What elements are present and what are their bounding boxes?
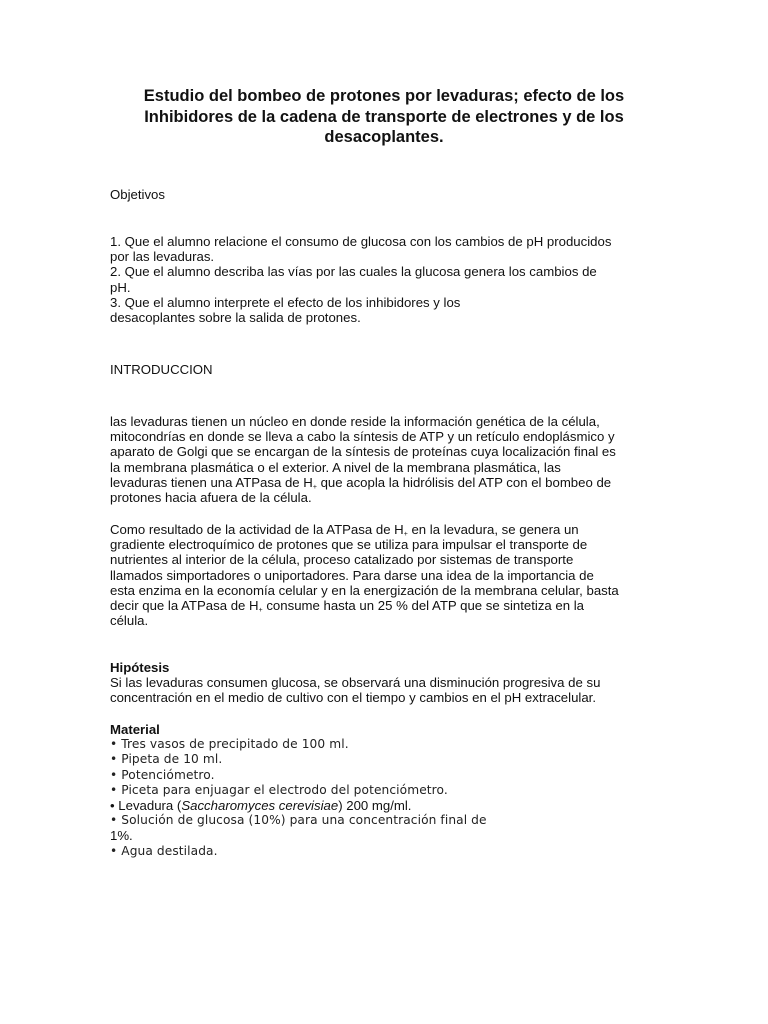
text-fragment: en la levadura, se genera un [407, 522, 579, 537]
paragraph-line: la membrana plasmática o el exterior. A nivel de la membrana plasmática, las [110, 459, 561, 475]
paragraph-line: nutrientes al interior de la célula, proceso catalizado por sistemas de transporte [110, 552, 574, 568]
species-name: Saccharomyces cerevisiae [181, 798, 339, 814]
paragraph-line [110, 475, 670, 490]
list-item: • Piceta para enjuagar el electrodo del potenciómetro. [110, 782, 448, 797]
paragraph-line: aparato de Golgi que se encargan de la síntesis de proteínas cuya localización final es [110, 444, 616, 460]
objetivos-heading: Objetivos [110, 187, 165, 202]
objective-line: pH. [110, 279, 131, 295]
text-fragment: que acopla la hidrólisis del ATP con el bombeo de [316, 474, 612, 490]
title-line: desacoplantes. [324, 128, 444, 146]
paragraph-line: protones hacia afuera de la célula. [110, 490, 312, 506]
material-section [110, 722, 670, 859]
paragraph-line: mitocondrías en donde se lleva a cabo la síntesis de ATP y un retículo endoplásmico y [110, 429, 615, 445]
hipotesis-section [110, 660, 670, 706]
intro-paragraph-1 [110, 414, 670, 505]
list-item: • Pipeta de 10 ml. [110, 752, 223, 767]
hipotesis-heading: Hipótesis [110, 660, 170, 675]
objective-line: 1. Que el alumno relacione el consumo de glucosa con los cambios de pH producidos [110, 234, 612, 249]
subscript-plus: + [258, 607, 263, 615]
material-heading: Material [110, 722, 160, 737]
paragraph-line: célula. [110, 613, 149, 629]
text-fragment: decir que la ATPasa de H [110, 598, 259, 614]
text-fragment: • Levadura ( [110, 798, 182, 814]
list-item: • Solución de glucosa (10%) para una concentración final de [110, 813, 487, 828]
objective-line: 2. Que el alumno describa las vías por las cuales la glucosa genera los cambios de [110, 264, 597, 280]
subscript-plus: + [312, 483, 317, 491]
paragraph-line: concentración en el medio de cultivo con el tiempo y cambios en el pH extracelular. [110, 690, 596, 706]
paragraph-line: Si las levaduras consumen glucosa, se observará una disminución progresiva de su [110, 675, 601, 691]
document-title [100, 86, 668, 148]
objectives-list [110, 234, 670, 325]
subscript-plus: + [403, 531, 408, 538]
text-fragment: ) 200 mg/ml. [338, 798, 412, 814]
list-item: • Potenciómetro. [110, 767, 215, 782]
text-fragment: Como resultado de la actividad de la ATPasa de H [110, 522, 404, 537]
list-item: • Tres vasos de precipitado de 100 ml. [110, 737, 349, 752]
list-item [110, 798, 670, 813]
introduccion-heading: INTRODUCCION [110, 362, 213, 377]
paragraph-line: esta enzima en la economía celular y en la energización de la membrana celular, basta [110, 582, 619, 598]
text-fragment: consume hasta un 25 % del ATP que se sintetiza en la [262, 598, 585, 614]
paragraph-line: las levaduras tienen un núcleo en donde reside la información genética de la célula, [110, 414, 600, 429]
objective-line: desacoplantes sobre la salida de protones. [110, 310, 361, 326]
objective-line: por las levaduras. [110, 249, 215, 265]
paragraph-line: llamados simportadores o uniportadores. Para darse una idea de la importancia de [110, 567, 594, 583]
paragraph-line [110, 598, 670, 613]
objective-line: 3. Que el alumno interprete el efecto de los inhibidores y los [110, 294, 461, 310]
title-line: Inhibidores de la cadena de transporte de electrones y de los [144, 107, 624, 126]
list-item: • Agua destilada. [110, 843, 218, 858]
intro-paragraph-2 [110, 522, 670, 628]
paragraph-line: gradiente electroquímico de protones que se utiliza para impulsar el transporte de [110, 537, 588, 553]
list-item-continuation: 1%. [110, 828, 133, 844]
title-line: Estudio del bombeo de protones por levaduras; efecto de los [143, 87, 625, 105]
paragraph-line [110, 522, 670, 537]
text-fragment: levaduras tienen una ATPasa de H [110, 474, 313, 490]
